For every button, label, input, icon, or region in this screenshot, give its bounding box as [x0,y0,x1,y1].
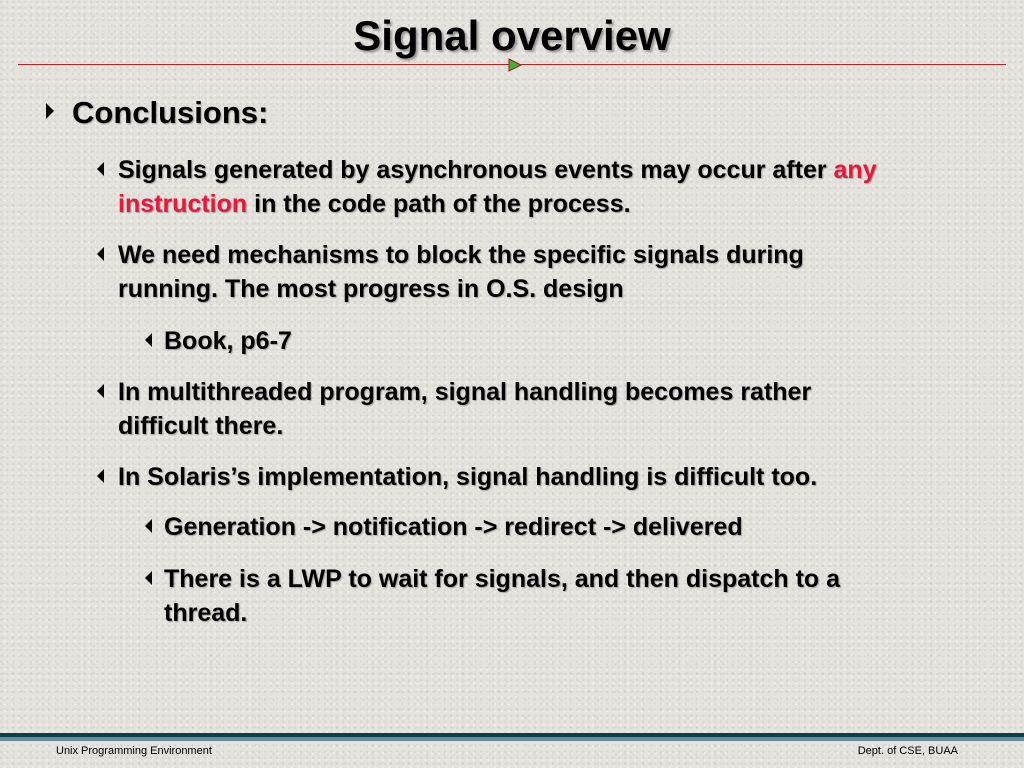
bullet-triangle-icon [96,467,106,485]
bullet-solaris [118,460,998,494]
bullet-text: thread. [164,599,248,627]
bullet-triangle-icon [96,382,106,400]
bullet-triangle-icon [144,331,154,349]
bullet-text: in the code path of the process. [247,190,631,218]
bullet-block-signals [118,238,998,306]
slide-title: Signal overview [353,12,671,59]
bullet-triangle-icon [96,160,106,178]
highlighted-text: instruction [118,190,248,218]
bullet-multithreaded [118,375,998,443]
highlighted-text: any [833,156,877,184]
heading-conclusions: Conclusions: [72,95,269,130]
bullet-triangle-icon [144,517,154,535]
bullet-text: running. The most progress in O.S. design [118,275,624,303]
subbullet-lwp [164,562,1004,630]
footer-course-name: Unix Programming Environment [56,745,212,757]
footer-bar [0,733,1024,741]
bullet-triangle-icon [96,245,106,263]
bullet-text: Signals generated by asynchronous events may occur after [118,156,834,184]
bullet-triangle-icon [144,569,154,587]
bullet-text: In Solaris’s implementation, signal handling is difficult too. [118,463,818,491]
bullet-text: difficult there. [118,412,284,440]
bullet-text: We need mechanisms to block the specific signals during [118,241,804,269]
bullet-text: In multithreaded program, signal handling becomes rather [118,378,812,406]
subbullet-generation-flow: Generation -> notification -> redirect -> delivered [164,513,743,541]
subbullet-book-reference: Book, p6-7 [164,327,292,355]
footer-department: Dept. of CSE, BUAA [857,745,958,757]
bullet-signals-generated [118,153,998,221]
bullet-triangle-icon [44,101,56,121]
bullet-text: There is a LWP to wait for signals, and then dispatch to a [164,565,841,593]
play-arrow-icon [507,57,523,73]
